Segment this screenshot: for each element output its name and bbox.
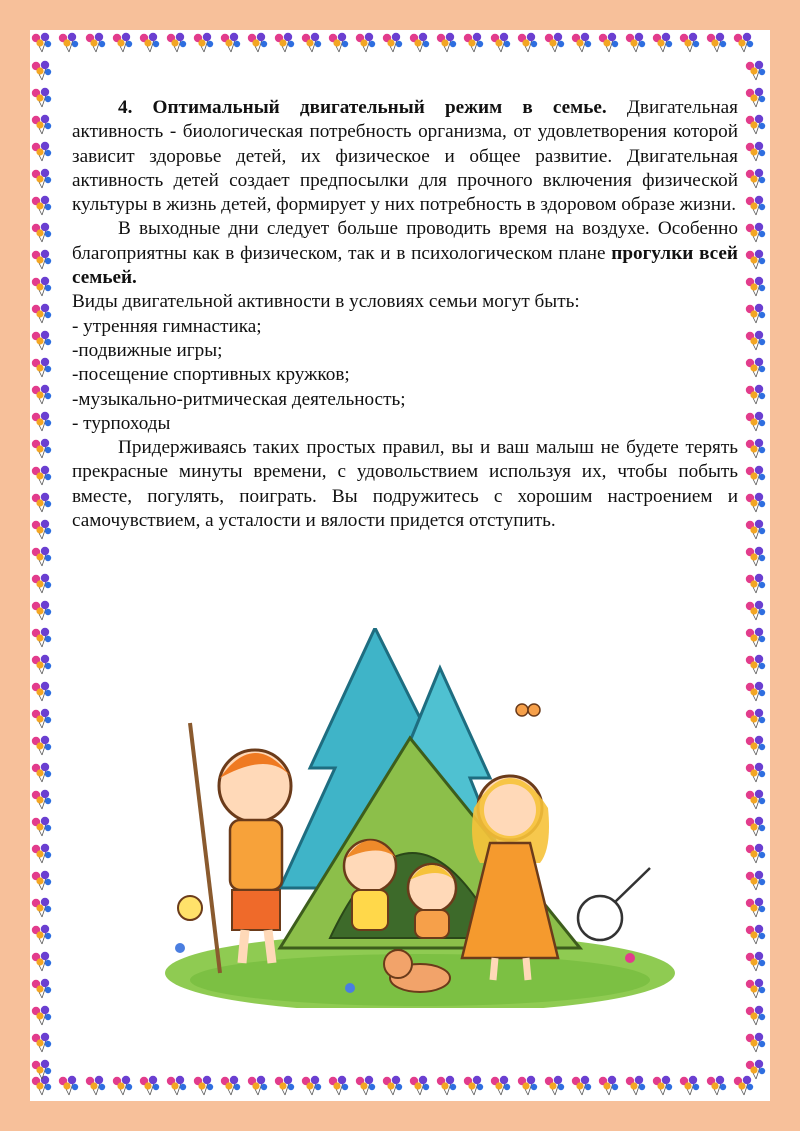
balloon-icon — [734, 1076, 753, 1095]
balloon-icon — [626, 1076, 645, 1095]
balloon-icon — [746, 790, 765, 809]
balloon-icon — [167, 33, 186, 52]
balloon-icon — [194, 1076, 213, 1095]
balloon-icon — [32, 493, 51, 512]
balloon-icon — [437, 33, 456, 52]
paragraph-1 — [72, 96, 738, 217]
balloon-icon — [746, 223, 765, 242]
balloon-icon — [32, 763, 51, 782]
balloon-icon — [32, 655, 51, 674]
balloon-icon — [746, 844, 765, 863]
balloon-icon — [329, 1076, 348, 1095]
balloon-icon — [32, 979, 51, 998]
balloon-icon — [140, 1076, 159, 1095]
balloon-icon — [464, 33, 483, 52]
balloon-icon — [746, 196, 765, 215]
balloon-icon — [746, 898, 765, 917]
balloon-icon — [734, 33, 753, 52]
balloon-icon — [572, 1076, 591, 1095]
list-item: -музыкально-ритмическая деятельность; — [72, 388, 406, 410]
balloon-icon — [32, 601, 51, 620]
balloon-icon — [518, 33, 537, 52]
balloon-icon — [113, 1076, 132, 1095]
balloon-icon — [746, 61, 765, 80]
balloon-icon — [746, 88, 765, 107]
balloon-icon — [746, 736, 765, 755]
section-heading: 4. Оптимальный двигательный режим в семье. — [118, 97, 607, 118]
balloon-icon — [545, 1076, 564, 1095]
balloon-icon — [746, 250, 765, 269]
balloon-icon — [746, 412, 765, 431]
balloon-icon — [32, 790, 51, 809]
balloon-icon — [32, 196, 51, 215]
balloon-icon — [32, 628, 51, 647]
balloon-icon — [302, 33, 321, 52]
balloon-icon — [32, 574, 51, 593]
balloon-icon — [491, 33, 510, 52]
balloon-icon — [746, 385, 765, 404]
balloon-icon — [32, 520, 51, 539]
list-intro: Виды двигательной активности в условиях семьи могут быть: — [72, 291, 580, 313]
balloon-icon — [32, 817, 51, 836]
balloon-icon — [32, 277, 51, 296]
balloon-icon — [518, 1076, 537, 1095]
balloon-icon — [410, 33, 429, 52]
balloon-icon — [32, 250, 51, 269]
balloon-icon — [221, 33, 240, 52]
balloon-icon — [746, 304, 765, 323]
balloon-icon — [545, 33, 564, 52]
balloon-icon — [746, 466, 765, 485]
balloon-icon — [32, 33, 51, 52]
balloon-icon — [113, 33, 132, 52]
balloon-icon — [746, 763, 765, 782]
paragraph-3: Придерживаясь таких простых правил, вы и ваш малыш не будете терять прекрасные минуты времени, с удовольствием используя их, чтобы побыть вместе, погулять, поиграть. Вы подружитесь с хорошим настроением и самочувствием, а усталости и вялости придется отступить. — [72, 437, 738, 532]
balloon-icon — [746, 682, 765, 701]
balloon-icon — [746, 628, 765, 647]
balloon-icon — [746, 520, 765, 539]
balloon-icon — [746, 1033, 765, 1052]
balloon-icon — [302, 1076, 321, 1095]
balloon-icon — [59, 33, 78, 52]
balloon-icon — [248, 1076, 267, 1095]
balloon-icon — [707, 1076, 726, 1095]
balloon-icon — [746, 1006, 765, 1025]
balloon-icon — [746, 709, 765, 728]
balloon-icon — [437, 1076, 456, 1095]
balloon-icon — [32, 736, 51, 755]
balloon-icon — [32, 115, 51, 134]
balloon-icon — [32, 142, 51, 161]
list-item: -посещение спортивных кружков; — [72, 364, 350, 386]
balloon-icon — [32, 1006, 51, 1025]
balloon-icon — [32, 88, 51, 107]
child-icon — [408, 864, 456, 938]
balloon-icon — [572, 33, 591, 52]
balloon-icon — [32, 169, 51, 188]
balloon-icon — [221, 1076, 240, 1095]
paragraph-2 — [72, 217, 738, 290]
balloon-icon — [746, 817, 765, 836]
balloon-icon — [356, 1076, 375, 1095]
balloon-icon — [32, 925, 51, 944]
balloon-icon — [746, 952, 765, 971]
balloon-icon — [599, 1076, 618, 1095]
balloon-icon — [32, 898, 51, 917]
balloon-icon — [746, 142, 765, 161]
balloon-icon — [32, 466, 51, 485]
paragraph-2-bold: прогулки всей семьей. — [72, 242, 738, 289]
balloon-icon — [680, 1076, 699, 1095]
balloon-icon — [32, 358, 51, 377]
paragraph-1-text: Двигательная активность - биологическая потребность организма, от удовлетворения которой зависит здоровье детей, их физическое и общее развитие. Двигательная активность детей создает предпосылки для прочного включения физической культуры в жизнь детей, формирует у них потребность в здоровом образе жизни. — [72, 97, 738, 216]
article-text — [72, 96, 738, 533]
balloon-icon — [680, 33, 699, 52]
balloon-icon — [746, 493, 765, 512]
balloon-icon — [32, 331, 51, 350]
balloon-icon — [746, 574, 765, 593]
balloon-icon — [383, 1076, 402, 1095]
balloon-icon — [746, 331, 765, 350]
balloon-icon — [32, 223, 51, 242]
balloon-icon — [746, 358, 765, 377]
balloon-icon — [491, 1076, 510, 1095]
balloon-icon — [32, 304, 51, 323]
balloon-icon — [32, 385, 51, 404]
balloon-icon — [59, 1076, 78, 1095]
balloon-icon — [32, 439, 51, 458]
family-camping-illustration — [160, 628, 680, 1008]
balloon-icon — [383, 33, 402, 52]
balloon-icon — [32, 547, 51, 566]
paragraph-2-text: В выходные дни следует больше проводить время на воздухе. Особенно благоприятны как в физическом, так и в психологическом плане — [72, 218, 738, 264]
balloon-icon — [746, 169, 765, 188]
balloon-icon — [410, 1076, 429, 1095]
balloon-icon — [32, 61, 51, 80]
balloon-icon — [32, 1060, 51, 1079]
balloon-icon — [248, 33, 267, 52]
list-item: - утренняя гимнастика; — [72, 315, 262, 337]
balloon-icon — [707, 33, 726, 52]
balloon-icon — [32, 952, 51, 971]
balloon-icon — [464, 1076, 483, 1095]
balloon-icon — [140, 33, 159, 52]
balloon-icon — [32, 412, 51, 431]
balloon-icon — [626, 33, 645, 52]
balloon-icon — [275, 1076, 294, 1095]
list-item: - турпоходы — [72, 412, 171, 434]
balloon-icon — [746, 547, 765, 566]
father-icon — [178, 723, 292, 973]
balloon-icon — [167, 1076, 186, 1095]
balloon-icon — [32, 1033, 51, 1052]
balloon-icon — [746, 1060, 765, 1079]
balloon-icon — [746, 979, 765, 998]
balloon-icon — [194, 33, 213, 52]
list-item: -подвижные игры; — [72, 339, 223, 361]
balloon-icon — [275, 33, 294, 52]
balloon-icon — [32, 682, 51, 701]
balloon-icon — [599, 33, 618, 52]
balloon-icon — [653, 1076, 672, 1095]
balloon-icon — [86, 1076, 105, 1095]
balloon-icon — [746, 115, 765, 134]
balloon-icon — [746, 655, 765, 674]
balloon-icon — [746, 277, 765, 296]
balloon-icon — [86, 33, 105, 52]
balloon-icon — [746, 439, 765, 458]
balloon-icon — [746, 601, 765, 620]
balloon-icon — [653, 33, 672, 52]
balloon-icon — [746, 925, 765, 944]
balloon-icon — [32, 871, 51, 890]
balloon-icon — [746, 871, 765, 890]
balloon-icon — [32, 709, 51, 728]
butterfly-icon — [516, 704, 540, 716]
balloon-icon — [356, 33, 375, 52]
balloon-icon — [32, 844, 51, 863]
balloon-icon — [329, 33, 348, 52]
child-icon — [344, 840, 396, 930]
